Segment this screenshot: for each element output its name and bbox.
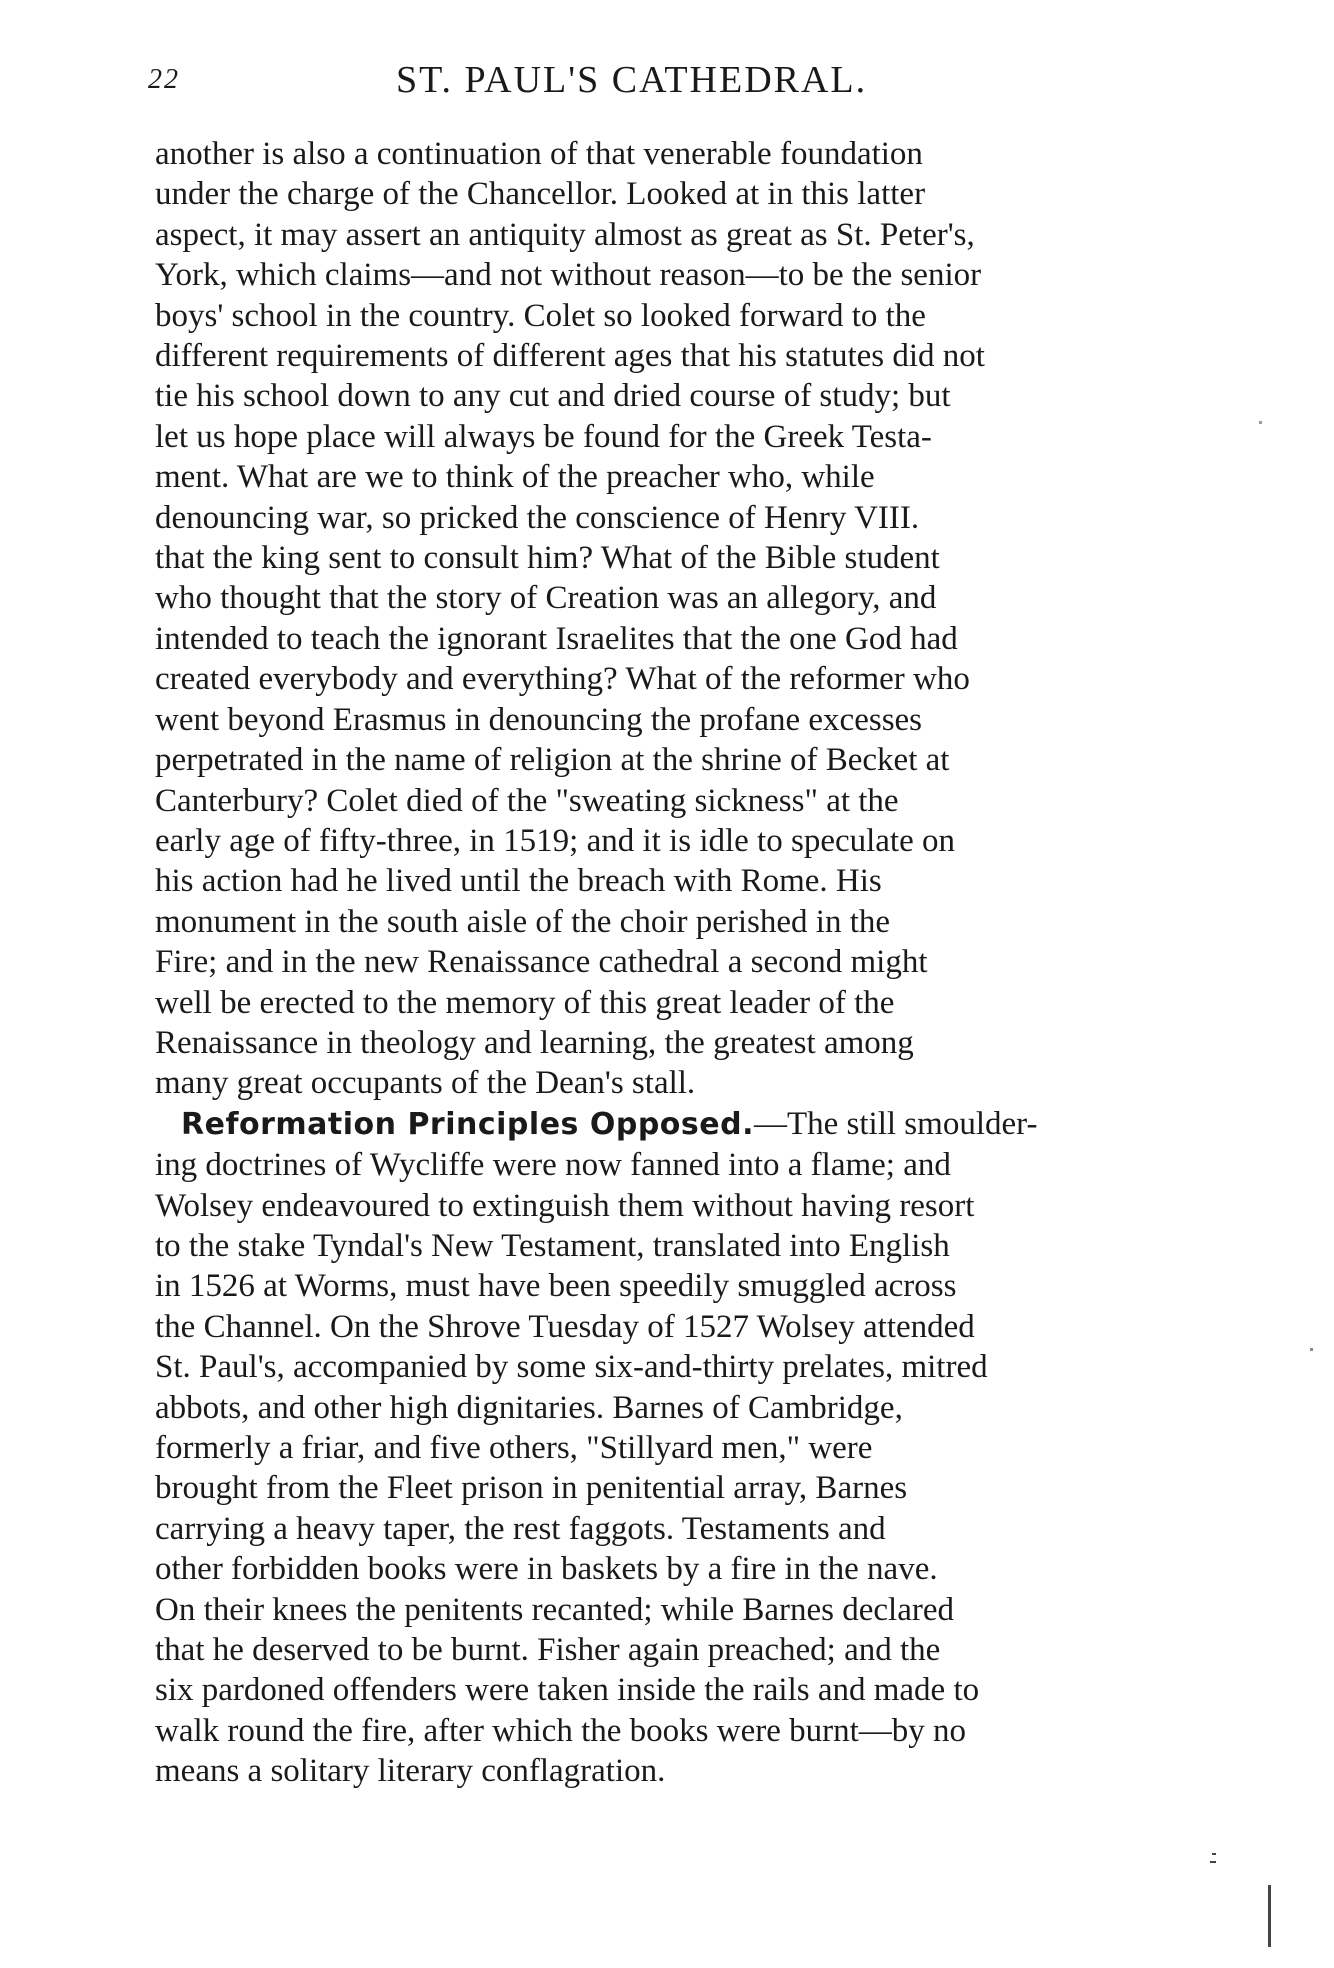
ink-speck	[1310, 1348, 1313, 1351]
page-edge-mark	[1268, 1885, 1271, 1947]
ink-speck	[1210, 1861, 1216, 1863]
running-title: ST. PAUL'S CATHEDRAL.	[396, 59, 868, 101]
section-text: —The still smoulder- ing doctrines of Wycliffe were now fanned into a flame; and Wolsey endeavoured to extinguish them without having resort to the stake Tyndal's New Testament, translated into English in 1526 at Worms, must have been speedily smuggled across the Channel. On the Shrove Tuesday of 1527 Wolsey attended St. Paul's, accompanied by some six-and-thirty prelates, mitred abbots, and other high dignitaries. Barnes of Cambridge, formerly a friar, and five others, "Stillyard men," were brought from the Fleet prison in penitential array, Barnes carrying a heavy taper, the rest faggots. Testaments and other forbidden books were in baskets by a fire in the nave. On their knees the penitents recanted; while Barnes declared that he deserved to be burnt. Fisher again preached; and the six pardoned offenders were taken inside the rails and made to walk round the fire, after which the books were burnt—by no means a solitary literary conflagration.	[155, 1105, 1038, 1790]
running-head	[148, 58, 1198, 108]
ink-speck	[1212, 1853, 1216, 1855]
ink-speck	[1259, 421, 1262, 424]
paragraph-colet: another is also a continuation of that venerable foundation under the charge of the Chancellor. Looked at in this latter aspect, it may assert an antiquity almost as great as St. Peter's, York, which claims—and not without reason—to be the senior boys' school in the country. Colet so looked forward to the different requirements of different ages that his statutes did not tie his school down to any cut and dried course of study; but let us hope place will always be found for the Greek Testa- ment. What are we to think of the preacher who, while denouncing war, so pricked the conscience of Henry VIII. that the king sent to consult him? What of the Bible student who thought that the story of Creation was an allegory, and intended to teach the ignorant Israelites that the one God had created everybody and everything? What of the reformer who went beyond Erasmus in denouncing the profane excesses perpetrated in the name of religion at the shrine of Becket at Canterbury? Colet died of the "sweating sickness" at the early age of fifty-three, in 1519; and it is idle to speculate on his action had he lived until the breach with Rome. His monument in the south aisle of the choir perished in the Fire; and in the new Renaissance cathedral a second might well be erected to the memory of this great leader of the Renaissance in theology and learning, the greatest among many great occupants of the Dean's stall.	[155, 136, 985, 1102]
paragraph-reformation	[155, 1104, 1191, 1792]
section-heading: Reformation Principles Opposed.	[181, 1106, 754, 1142]
page-number: 22	[148, 64, 180, 95]
body-text	[155, 134, 1191, 1792]
